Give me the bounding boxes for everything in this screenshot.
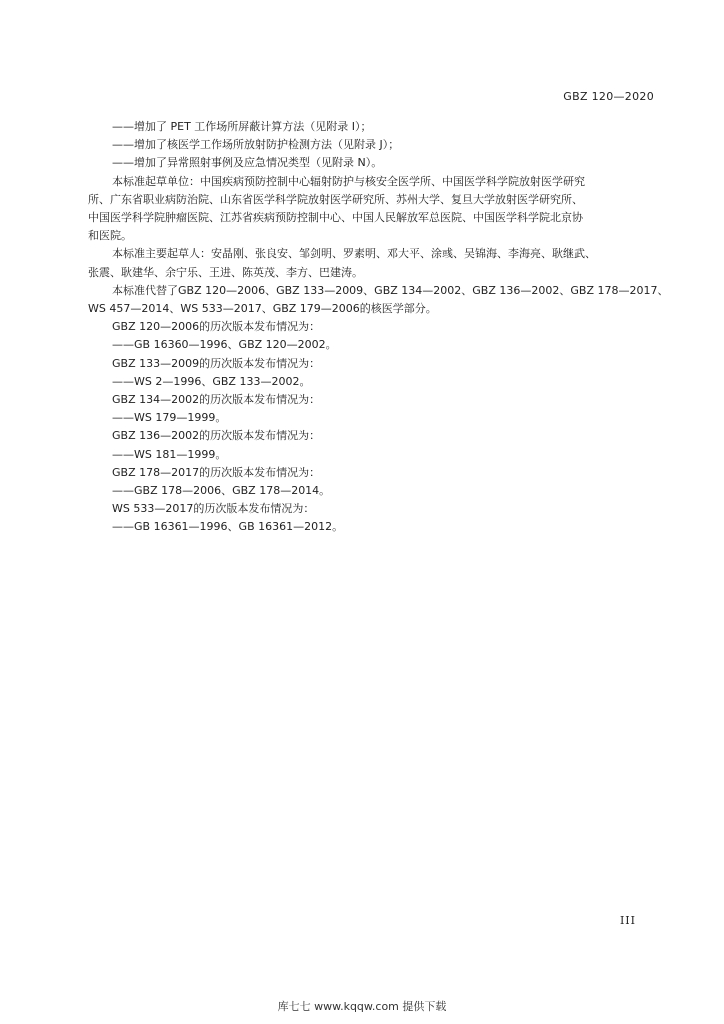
drafters-line-2: 张震、耿建华、余宁乐、王进、陈英茂、李方、巴建涛。 [88,265,363,279]
history-item-gbz178: ——GBZ 178—2006、GBZ 178—2014。 [112,484,331,498]
history-heading-gbz133: GBZ 133—2009的历次版本发布情况为： [112,356,321,370]
replacement-line-2: WS 457—2014、WS 533—2017、GBZ 179—2006的核医学部分。 [88,302,437,316]
drafting-units-line-2: 所、广东省职业病防治院、山东省医学科学院放射医学研究所、苏州大学、复旦大学放射医学研究所、 [88,192,583,206]
history-item-ws533: ——GB 16361—1996、GB 16361—2012。 [112,520,344,534]
drafters-line-1: 本标准主要起草人：安晶刚、张良安、邹剑明、罗素明、邓大平、涂彧、吴锦海、李海亮、耿继武、 [112,247,596,261]
header-divider [80,108,654,109]
standard-code-header: GBZ 120—2020 [563,90,654,103]
history-heading-gbz136: GBZ 136—2002的历次版本发布情况为： [112,429,321,443]
history-heading-gbz120: GBZ 120—2006的历次版本发布情况为： [112,320,321,334]
replacement-line-1: 本标准代替了GBZ 120—2006、GBZ 133—2009、GBZ 134—2002、GBZ 136—2002、GBZ 178—2017、 [112,283,669,297]
change-item-pet-shielding: ——增加了 PET 工作场所屏蔽计算方法（见附录 I）； [112,120,372,133]
history-item-gbz120: ——GB 16360—1996、GBZ 120—2002。 [112,338,337,352]
history-item-gbz134: ——WS 179—1999。 [112,411,227,425]
history-heading-ws533: WS 533—2017的历次版本发布情况为： [112,502,315,516]
drafting-units-line-3: 中国医学科学院肿瘤医院、江苏省疾病预防控制中心、中国人民解放军总医院、中国医学科学院北京协 [88,211,583,225]
foreword-body [88,118,669,537]
history-heading-gbz134: GBZ 134—2002的历次版本发布情况为： [112,393,321,407]
download-watermark: 库七七 www.kqqw.com 提供下载 [277,1000,447,1013]
drafting-units-line-4: 和医院。 [88,229,132,243]
drafting-units-line-1: 本标准起草单位：中国疾病预防控制中心辐射防护与核安全医学所、中国医学科学院放射医学研究 [112,174,585,188]
history-heading-gbz178: GBZ 178—2017的历次版本发布情况为： [112,465,321,479]
change-item-abnormal-exposure: ——增加了异常照射事例及应急情况类型（见附录 N）。 [112,156,383,170]
history-item-gbz133: ——WS 2—1996、GBZ 133—2002。 [112,374,311,388]
history-item-gbz136: ——WS 181—1999。 [112,447,227,461]
page-number: III [619,914,636,927]
change-item-detection-method: ——增加了核医学工作场所放射防护检测方法（见附录 J）； [112,138,400,152]
